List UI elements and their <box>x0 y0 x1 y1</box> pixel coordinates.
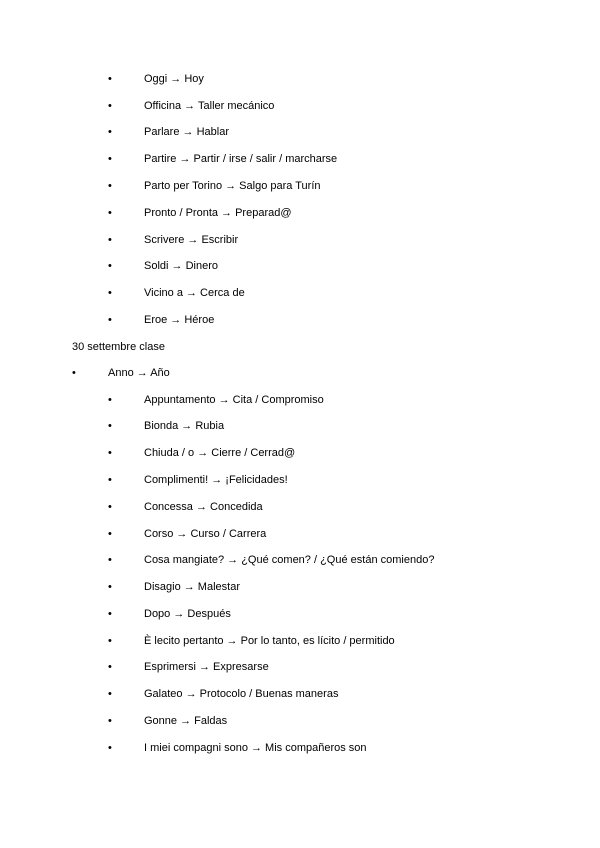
list-bullet: • <box>108 180 112 192</box>
list-bullet: • <box>108 260 112 272</box>
list-item: Corso → Curso / Carrera <box>144 528 267 540</box>
list-item: Gonne → Faldas <box>144 715 228 727</box>
list-bullet: • <box>108 73 112 85</box>
list-item: Appuntamento → Cita / Compromiso <box>144 394 324 406</box>
list-bullet: • <box>108 126 112 138</box>
top-level-item: Anno → Año <box>108 367 170 379</box>
list-item: Galateo → Protocolo / Buenas maneras <box>144 688 339 700</box>
list-bullet: • <box>108 207 112 219</box>
list-item: I miei compagni sono → Mis compañeros son <box>144 742 367 754</box>
list-item: Chiuda / o → Cierre / Cerrad@ <box>144 447 296 459</box>
list-bullet: • <box>108 394 112 406</box>
list-bullet: • <box>108 474 112 486</box>
list-item: Eroe → Héroe <box>144 314 215 326</box>
list-item: Officina → Taller mecánico <box>144 100 275 112</box>
list-item: È lecito pertanto → Por lo tanto, es lícito / permitido <box>144 635 395 647</box>
list-bullet: • <box>108 581 112 593</box>
list-item: Partire → Partir / irse / salir / marcharse <box>144 153 338 165</box>
list-bullet: • <box>108 234 112 246</box>
list-bullet: • <box>108 742 112 754</box>
list-item: Complimenti! → ¡Felicidades! <box>144 474 288 486</box>
list-bullet: • <box>108 688 112 700</box>
list-bullet: • <box>108 287 112 299</box>
list-item: Parlare → Hablar <box>144 126 229 138</box>
list-bullet: • <box>108 608 112 620</box>
list-bullet: • <box>108 715 112 727</box>
list-bullet: • <box>108 153 112 165</box>
list-bullet: • <box>108 501 112 513</box>
list-bullet: • <box>108 100 112 112</box>
list-bullet: • <box>108 635 112 647</box>
list-item: Concessa → Concedida <box>144 501 263 513</box>
section-heading: 30 settembre clase <box>72 341 165 353</box>
list-item: Disagio → Malestar <box>144 581 240 593</box>
list-bullet: • <box>72 367 76 379</box>
list-item: Oggi → Hoy <box>144 73 204 85</box>
list-item: Vicino a → Cerca de <box>144 287 245 299</box>
list-bullet: • <box>108 447 112 459</box>
list-item: Soldi → Dinero <box>144 260 218 272</box>
list-item: Cosa mangiate? → ¿Qué comen? / ¿Qué están comiendo? <box>144 554 435 566</box>
list-bullet: • <box>108 554 112 566</box>
list-bullet: • <box>108 528 112 540</box>
list-item: Scrivere → Escribir <box>144 234 239 246</box>
list-bullet: • <box>108 314 112 326</box>
list-item: Dopo → Después <box>144 608 231 620</box>
list-item: Bionda → Rubia <box>144 420 225 432</box>
list-bullet: • <box>108 661 112 673</box>
list-item: Parto per Torino → Salgo para Turín <box>144 180 321 192</box>
list-item: Esprimersi → Expresarse <box>144 661 269 673</box>
list-bullet: • <box>108 420 112 432</box>
list-item: Pronto / Pronta → Preparad@ <box>144 207 292 219</box>
